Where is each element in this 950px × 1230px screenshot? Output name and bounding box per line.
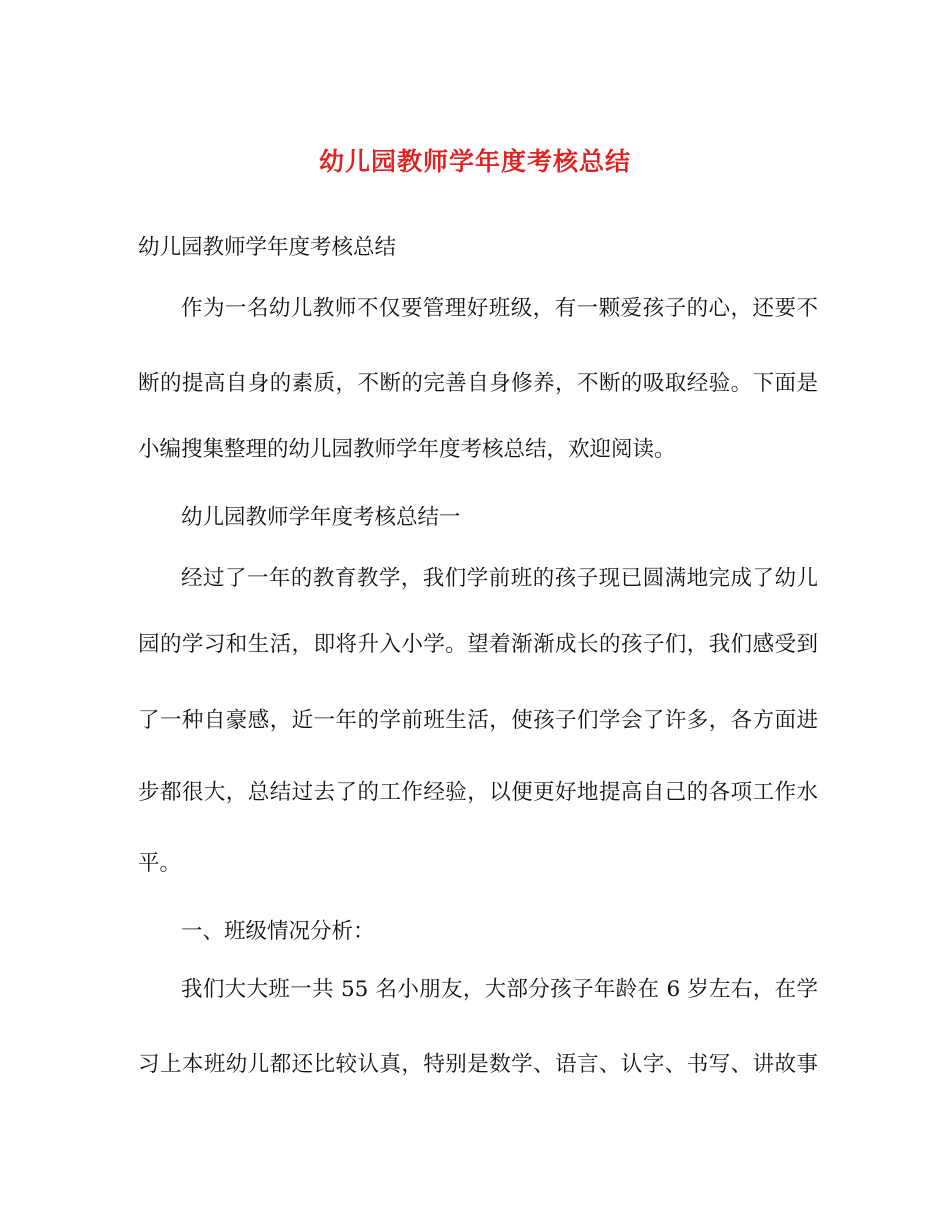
- paragraph-line: 园的学习和生活，即将升入小学。望着渐渐成长的孩子们，我们感受到: [138, 632, 818, 657]
- paragraph-line: 我们大大班一共 55 名小朋友，大部分孩子年龄在 6 岁左右，在学: [181, 977, 818, 1002]
- document-title: 幼儿园教师学年度考核总结: [318, 147, 631, 176]
- paragraph-line: 平。: [138, 851, 182, 876]
- section-heading: 幼儿园教师学年度考核总结一: [181, 505, 461, 530]
- paragraph-line: 习上本班幼儿都还比较认真，特别是数学、语言、认字、书写、讲故事: [138, 1052, 818, 1077]
- paragraph-line: 断的提高自身的素质，不断的完善自身修养，不断的吸取经验。下面是: [138, 371, 818, 396]
- paragraph-line: 步都很大，总结过去了的工作经验，以便更好地提高自己的各项工作水: [138, 780, 818, 805]
- paragraph-line: 了一种自豪感，近一年的学前班生活，使孩子们学会了许多，各方面进: [138, 708, 818, 733]
- subtitle-line: 幼儿园教师学年度考核总结: [138, 235, 397, 260]
- paragraph-line: 经过了一年的教育教学，我们学前班的孩子现已圆满地完成了幼儿: [181, 566, 818, 591]
- section-heading: 一、班级情况分析：: [181, 919, 375, 944]
- paragraph-line: 作为一名幼儿教师不仅要管理好班级，有一颗爱孩子的心，还要不: [181, 296, 818, 321]
- paragraph-line: 小编搜集整理的幼儿园教师学年度考核总结，欢迎阅读。: [138, 437, 676, 462]
